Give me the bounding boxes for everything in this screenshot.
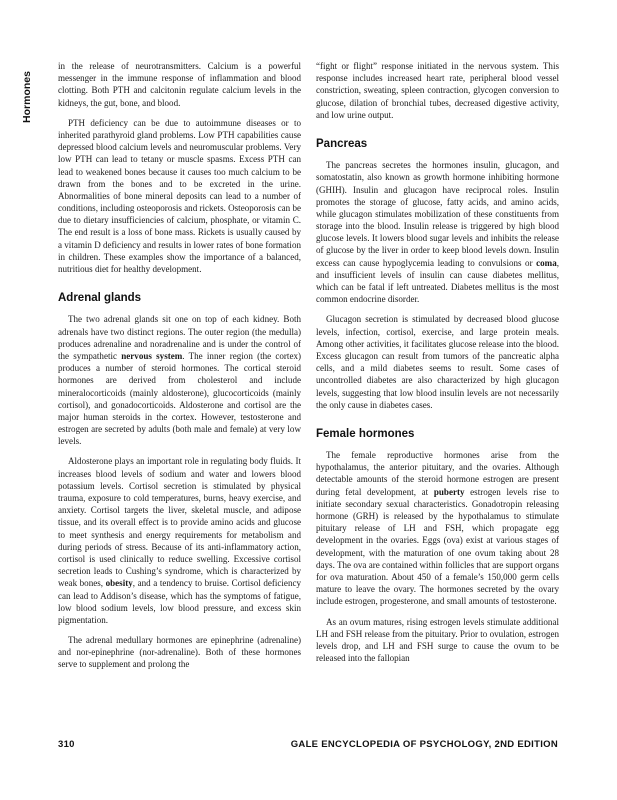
page-footer [58, 739, 558, 753]
left-column [58, 60, 301, 679]
term-coma: coma [536, 257, 557, 268]
paragraph: The two adrenal glands sit one on top of each kidney. Both adrenals have two distinct regions. The outer region (the medulla) produces adrenaline and noradrenaline and is under the control of the sympathetic nervous system. The inner region (the cortex) produces a number of steroid hormones. The cortical steroid hormones are derived from cholesterol and include mineralocorticoids (mainly aldosterone), glucocorticoids (mainly cortisol), and gonadocorticoids. Aldosterone and cortisol are the major human steroids in the cortex. However, testosterone and estrogen are secreted by adults (both male and female) at very low levels. [58, 314, 301, 447]
paragraph: in the release of neurotransmitters. Calcium is a powerful messenger in the immune response of inflammation and blood clotting. Both PTH and calcitonin regulate calcium levels in the kidneys, the gut, bone, and blood. [58, 61, 301, 108]
paragraph: The pancreas secretes the hormones insulin, glucagon, and somatostatin, also known as growth hormone inhibiting hormone (GHIH). Insulin and glucagon have reciprocal roles. Insulin promotes the storage of glucose, fatty acids, and amino acids, while glucagon stimulates mobilization of these constituents from storage into the blood. Insulin release is triggered by high blood glucose levels. It lowers blood sugar levels and inhibits the release of glucose by the liver in order to keep blood levels down. Insulin excess can cause hypoglycemia leading to convulsions or coma, and insufficient levels of insulin can cause diabetes mellitus, which can be fatal if left untreated. Diabetes mellitus is the most common endocrine disorder. [316, 160, 559, 305]
term-obesity: obesity [105, 578, 133, 589]
section-tab-label: Hormones [21, 71, 33, 123]
paragraph: “fight or flight” response initiated in the nervous system. This response includes increased heart rate, peripheral blood vessel constriction, sweating, spleen contraction, glycogen conversion to glucose, dilation of bronchial tubes, decreased digestive activity, and low urine output. [316, 61, 559, 120]
paragraph: The adrenal medullary hormones are epinephrine (adrenaline) and nor-epinephrine (nor-adrenaline). Both of these hormones serve to supplement and prolong the [58, 635, 301, 670]
section-tab [16, 62, 38, 132]
page-number: 310 [58, 739, 75, 750]
section-heading-female-hormones: Female hormones [316, 427, 415, 440]
paragraph: The female reproductive hormones arise from the hypothalamus, the anterior pituitary, and the ovaries. Although detectable amounts of the steroid hormone estrogen are present during fetal development, at puberty estrogen levels rise to initiate secondary sexual characteristics. Gonadotropin releasing hormone (GRH) is released by the hypothalamus to stimulate pituitary release of LH and FSH, which propagate egg development in the ovaries. Eggs (ova) exist at various stages of development, with the maturation of one ovum taking about 28 days. The ova are contained within follicles that are support organs for ova maturation. About 450 of a female’s 150,000 germ cells mature to leave the ovary. The hormones secreted by the ovary include estrogen, progesterone, and small amounts of testosterone. [316, 450, 559, 607]
term-nervous-system: nervous system [121, 350, 183, 361]
section-heading-adrenal-glands: Adrenal glands [58, 292, 142, 305]
right-column [316, 60, 559, 672]
paragraph: PTH deficiency can be due to autoimmune diseases or to inherited parathyroid gland problems. Low PTH capabilities cause depressed blood calcium levels and neuromuscular problems. Very low PTH can lead to tetany or muscle spasms. Excess PTH can lead to weakened bones because it causes too much calcium to be drawn from the bones and to be excreted in the urine. Abnormalities of bone mineral deposits can lead to a number of conditions, including osteoporosis and rickets. Osteoporosis can be due to dietary insufficiencies of calcium, phosphate, or vitamin C. The end result is a loss of bone mass. Rickets is usually caused by a vitamin D deficiency and results in lower rates of bone formation in children. These examples show the importance of a balanced, nutritious diet for healthy development. [58, 117, 301, 274]
paragraph: As an ovum matures, rising estrogen levels stimulate additional LH and FSH release from the pituitary. Prior to ovulation, estrogen levels drop, and LH and FSH surge to cause the ovum to be released into the fallopian [316, 616, 559, 664]
publication-title: GALE ENCYCLOPEDIA OF PSYCHOLOGY, 2ND EDITION [290, 739, 558, 750]
section-heading-pancreas: Pancreas [316, 137, 368, 150]
paragraph: Glucagon secretion is stimulated by decreased blood glucose levels, infection, cortisol, exercise, and large protein meals. Among other activities, it facilitates glucose release into the blood. Excess glucagon can result from tumors of the pancreatic alpha cells, and a mild diabetes seems to result. Some cases of uncontrolled diabetes are also characterized by high glucagon levels, suggesting that low blood insulin levels are not necessarily the only cause in diabetes cases. [316, 314, 559, 410]
paragraph: Aldosterone plays an important role in regulating body fluids. It increases blood levels of sodium and water and lowers blood potassium levels. Cortisol secretion is stimulated by physical trauma, exposure to cold temperatures, burns, heavy exercise, and anxiety. Cortisol targets the liver, skeletal muscle, and adipose tissue, and its overall effect is to provide amino acids and glucose to meet synthesis and energy requirements for metabolism and during periods of stress. Because of its anti-inflammatory action, cortisol is used clinically to reduce swelling. Excessive cortisol secretion leads to Cushing’s syndrome, which is characterized by weak bones, obesity, and a tendency to bruise. Cortisol deficiency can lead to Addison’s disease, which has the symptoms of fatigue, low blood sodium levels, low blood pressure, and excess skin pigmentation. [58, 456, 302, 625]
term-puberty: puberty [433, 486, 465, 497]
